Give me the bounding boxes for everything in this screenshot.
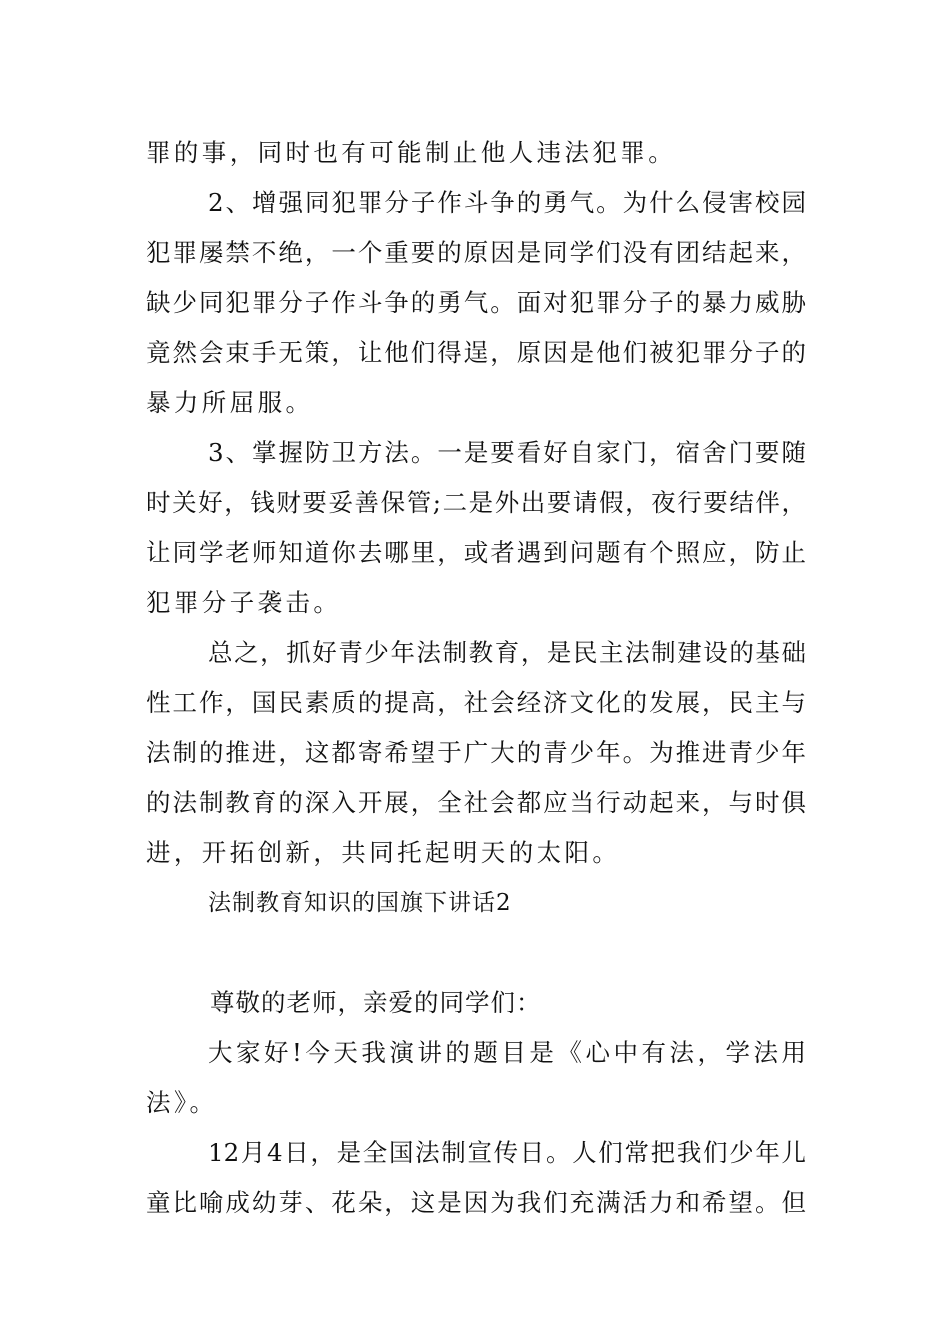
text-line: 让同学老师知道你去哪里，或者遇到问题有个照应，防止 [146,538,806,567]
text-line: 2、增强同犯罪分子作斗争的勇气。为什么侵害校园 [208,188,806,217]
text-line: 法》。 [146,1088,218,1117]
text-line: 时关好，钱财要妥善保管;二是外出要请假，夜行要结伴， [146,488,806,517]
text-line: 犯罪分子袭击。 [146,588,342,617]
section-heading: 法制教育知识的国旗下讲话2 [208,890,512,916]
text-line: 大家好!今天我演讲的题目是《心中有法，学法用 [208,1038,806,1067]
text-line: 童比喻成幼芽、花朵，这是因为我们充满活力和希望。但 [146,1188,806,1217]
text-line: 3、掌握防卫方法。一是要看好自家门，宿舍门要随 [208,438,806,467]
text-line: 竟然会束手无策，让他们得逞，原因是他们被犯罪分子的 [146,338,806,367]
text-line: 总之，抓好青少年法制教育，是民主法制建设的基础 [208,638,806,667]
text-line: 犯罪屡禁不绝，一个重要的原因是同学们没有团结起来， [146,238,806,267]
text-line: 暴力所屈服。 [146,388,314,417]
text-line: 缺少同犯罪分子作斗争的勇气。面对犯罪分子的暴力威胁 [146,288,806,317]
text-line: 罪的事，同时也有可能制止他人违法犯罪。 [146,138,677,167]
salutation: 尊敬的老师，亲爱的同学们： [210,988,542,1017]
document-body [146,128,806,1228]
text-line: 法制的推进，这都寄希望于广大的青少年。为推进青少年 [146,738,806,767]
text-line: 的法制教育的深入开展，全社会都应当行动起来，与时俱 [146,788,806,817]
text-line: 进，开拓创新，共同托起明天的太阳。 [146,838,621,867]
text-line: 12月4日，是全国法制宣传日。人们常把我们少年儿 [208,1138,806,1167]
blank-line [146,928,806,978]
text-line: 性工作，国民素质的提高，社会经济文化的发展，民主与 [146,688,806,717]
